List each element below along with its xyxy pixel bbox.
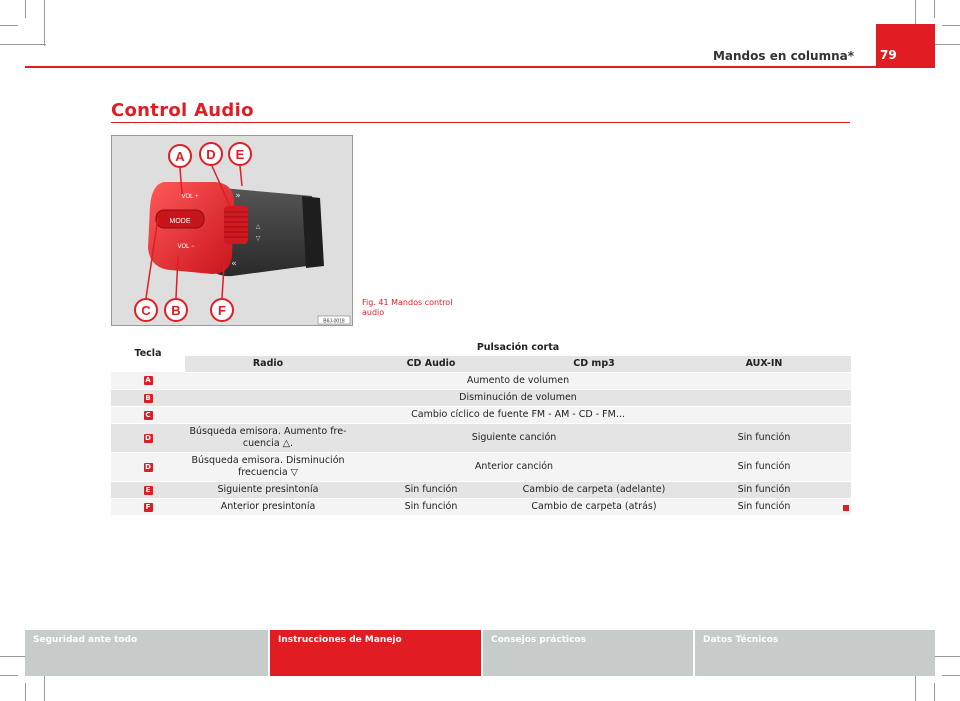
crop-mark (44, 0, 45, 46)
audio-stalk-illustration (112, 136, 352, 325)
up-triangle-icon: △ (255, 223, 261, 230)
table-cell: Cambio de carpeta (atrás) (511, 498, 677, 515)
callout-c-letter: C (141, 303, 151, 318)
rewind-icon: « (231, 259, 237, 269)
column-header-cd-audio: CD Audio (351, 356, 511, 372)
down-triangle-icon: ▽ (255, 235, 261, 242)
table-cell: Disminución de volumen (185, 389, 851, 406)
table-cell: Sin función (677, 498, 851, 515)
table-cell: Cambio de carpeta (adelante) (511, 481, 677, 498)
crop-mark (934, 683, 935, 701)
key-badge: C (145, 410, 151, 419)
table-cell: Sin función (677, 481, 851, 498)
column-header-aux-in: AUX-IN (677, 356, 851, 372)
table-subheader-row (111, 356, 851, 372)
column-header-cd-mp3: CD mp3 (511, 356, 677, 372)
footer-nav (25, 630, 935, 676)
key-badge: D (145, 433, 151, 442)
callout-d-letter: D (206, 147, 216, 162)
table-row (111, 498, 851, 515)
steering-control-figure (111, 135, 353, 326)
crop-mark (0, 675, 18, 676)
table-cell: Búsqueda emisora. Disminución frecuencia ▽ (185, 452, 351, 481)
key-badge: D (145, 462, 151, 471)
figure-code: B6J-0018 (323, 318, 345, 325)
crop-mark (942, 675, 960, 676)
table-cell: Siguiente canción (351, 423, 677, 452)
table-cell: Sin función (351, 498, 511, 515)
table-header-row (111, 340, 851, 356)
crop-mark (934, 0, 935, 18)
section-title: Control Audio (111, 100, 254, 121)
table-cell: Aumento de volumen (185, 372, 851, 389)
section-end-mark (843, 505, 849, 511)
table-cell: Cambio cíclico de fuente FM - AM - CD - FM... (185, 406, 851, 423)
mode-label: MODE (169, 218, 191, 225)
figure-caption: Fig. 41 Mandos control audio (362, 298, 453, 317)
table-cell: Sin función (351, 481, 511, 498)
key-badge: B (145, 393, 151, 402)
table-cell: Siguiente presintonía (185, 481, 351, 498)
chapter-title: Mandos en columna* (712, 49, 854, 63)
table-row (111, 481, 851, 498)
footer-tab-consejos[interactable]: Consejos prácticos (483, 630, 695, 676)
crop-mark (25, 683, 26, 701)
page-number: 79 (880, 48, 897, 62)
forward-icon: » (235, 191, 241, 201)
audio-controls-table (111, 340, 851, 516)
table-row (111, 372, 851, 389)
table-row (111, 423, 851, 452)
table-cell: Anterior presintonía (185, 498, 351, 515)
table-row (111, 406, 851, 423)
crop-mark (25, 0, 26, 18)
footer-tab-datos[interactable]: Datos Técnicos (695, 630, 935, 676)
controls-table (111, 340, 851, 516)
footer-tab-instrucciones[interactable]: Instrucciones de Manejo (270, 630, 483, 676)
table-cell: Sin función (677, 452, 851, 481)
footer-tab-seguridad[interactable]: Seguridad ante todo (25, 630, 270, 676)
table-row (111, 452, 851, 481)
table-cell: Anterior canción (351, 452, 677, 481)
table-cell: Sin función (677, 423, 851, 452)
column-header-radio: Radio (185, 356, 351, 372)
key-badge: E (144, 486, 153, 495)
callout-f-letter: F (218, 303, 226, 318)
crop-mark (0, 25, 18, 26)
crop-mark (0, 44, 46, 45)
vol-down-label: VOL − (177, 244, 195, 250)
crop-mark (942, 25, 960, 26)
key-badge: A (145, 376, 151, 385)
key-column-header: Tecla (134, 348, 162, 359)
vol-up-label: VOL + (181, 194, 199, 200)
group-header: Pulsación corta (476, 342, 560, 353)
header-rule (25, 66, 935, 68)
section-rule (111, 122, 850, 123)
table-cell: Búsqueda emisora. Aumento fre-cuencia △. (185, 423, 351, 452)
table-row (111, 389, 851, 406)
callout-a-letter: A (175, 149, 185, 164)
key-badge: F (144, 503, 153, 512)
callout-e-letter: E (235, 147, 245, 162)
callout-b-letter: B (171, 303, 181, 318)
